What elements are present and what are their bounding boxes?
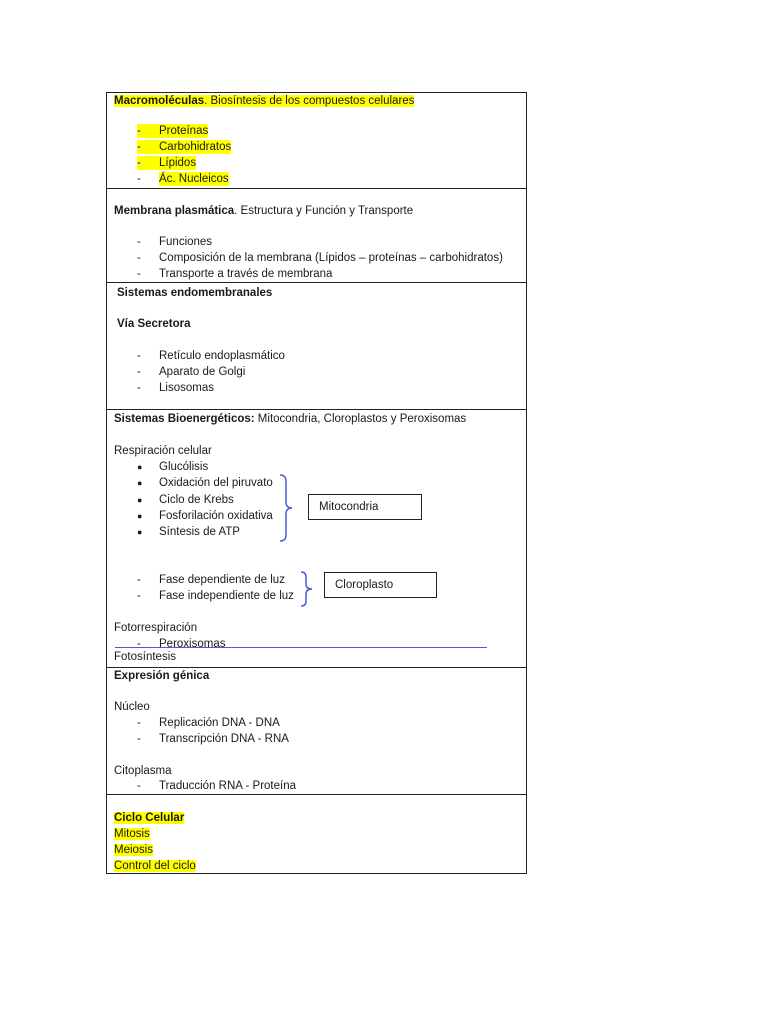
list-item: - Composición de la membrana (Lípidos – proteínas – carbohidratos) <box>137 252 503 264</box>
section-endomembranas <box>107 283 526 410</box>
fotosintesis-label: Fotosíntesis <box>114 651 176 663</box>
section-macromoleculas <box>107 93 526 189</box>
section-membrana <box>107 189 526 283</box>
fotorrespiracion-label: Fotorrespiración <box>114 622 198 634</box>
section-title: Expresión génica <box>114 670 210 682</box>
list-item: - Transporte a través de membrana <box>137 268 333 280</box>
list-item: ● Ciclo de Krebs <box>137 494 234 506</box>
list-item: - Transcripción DNA - RNA <box>137 733 289 745</box>
section-expresion <box>107 668 526 795</box>
respiracion-label: Respiración celular <box>114 445 212 457</box>
list-item: - Carbohidratos <box>137 141 232 153</box>
cloroplasto-box: Cloroplasto <box>324 572 437 598</box>
list-item: ● Fosforilación oxidativa <box>137 510 273 522</box>
mitocondria-brace <box>279 474 295 542</box>
list-item: - Funciones <box>137 236 213 248</box>
list-item: - Replicación DNA - DNA <box>137 717 280 729</box>
list-item: ● Síntesis de ATP <box>137 526 240 538</box>
list-item: Mitosis <box>114 828 150 840</box>
mitocondria-box: Mitocondria <box>308 494 422 520</box>
section-title: Ciclo Celular <box>114 812 185 824</box>
citoplasma-label: Citoplasma <box>114 765 172 777</box>
list-item: - Fase independiente de luz <box>137 590 294 602</box>
section-title: Sistemas Bioenergéticos: Mitocondria, Cloroplastos y Peroxisomas <box>114 413 467 425</box>
list-item: - Proteínas <box>137 125 209 137</box>
list-item: - Ác. Nucleicos <box>137 173 229 185</box>
cloroplasto-brace <box>300 571 314 607</box>
list-item: - Fase dependiente de luz <box>137 574 285 586</box>
section-title: Sistemas endomembranales <box>117 287 273 299</box>
list-item: - Lípidos <box>137 157 197 169</box>
list-item: ● Oxidación del piruvato <box>137 477 273 489</box>
list-item: Control del ciclo <box>114 860 196 872</box>
nucleo-label: Núcleo <box>114 701 150 713</box>
list-item: - Retículo endoplasmático <box>137 350 285 362</box>
list-item: Meiosis <box>114 844 153 856</box>
list-item: ● Glucólisis <box>137 461 209 473</box>
section-ciclo-celular <box>107 795 526 873</box>
section-title: Membrana plasmática. Estructura y Función y Transporte <box>114 205 414 217</box>
syllabus-table <box>106 92 527 874</box>
section-title: Macromoléculas. Biosíntesis de los compuestos celulares <box>114 95 415 107</box>
list-item: - Peroxisomas <box>137 638 226 650</box>
list-item: - Aparato de Golgi <box>137 366 246 378</box>
section-subtitle: Vía Secretora <box>117 318 191 330</box>
list-item: - Traducción RNA - Proteína <box>137 780 296 792</box>
list-item: - Lisosomas <box>137 382 214 394</box>
